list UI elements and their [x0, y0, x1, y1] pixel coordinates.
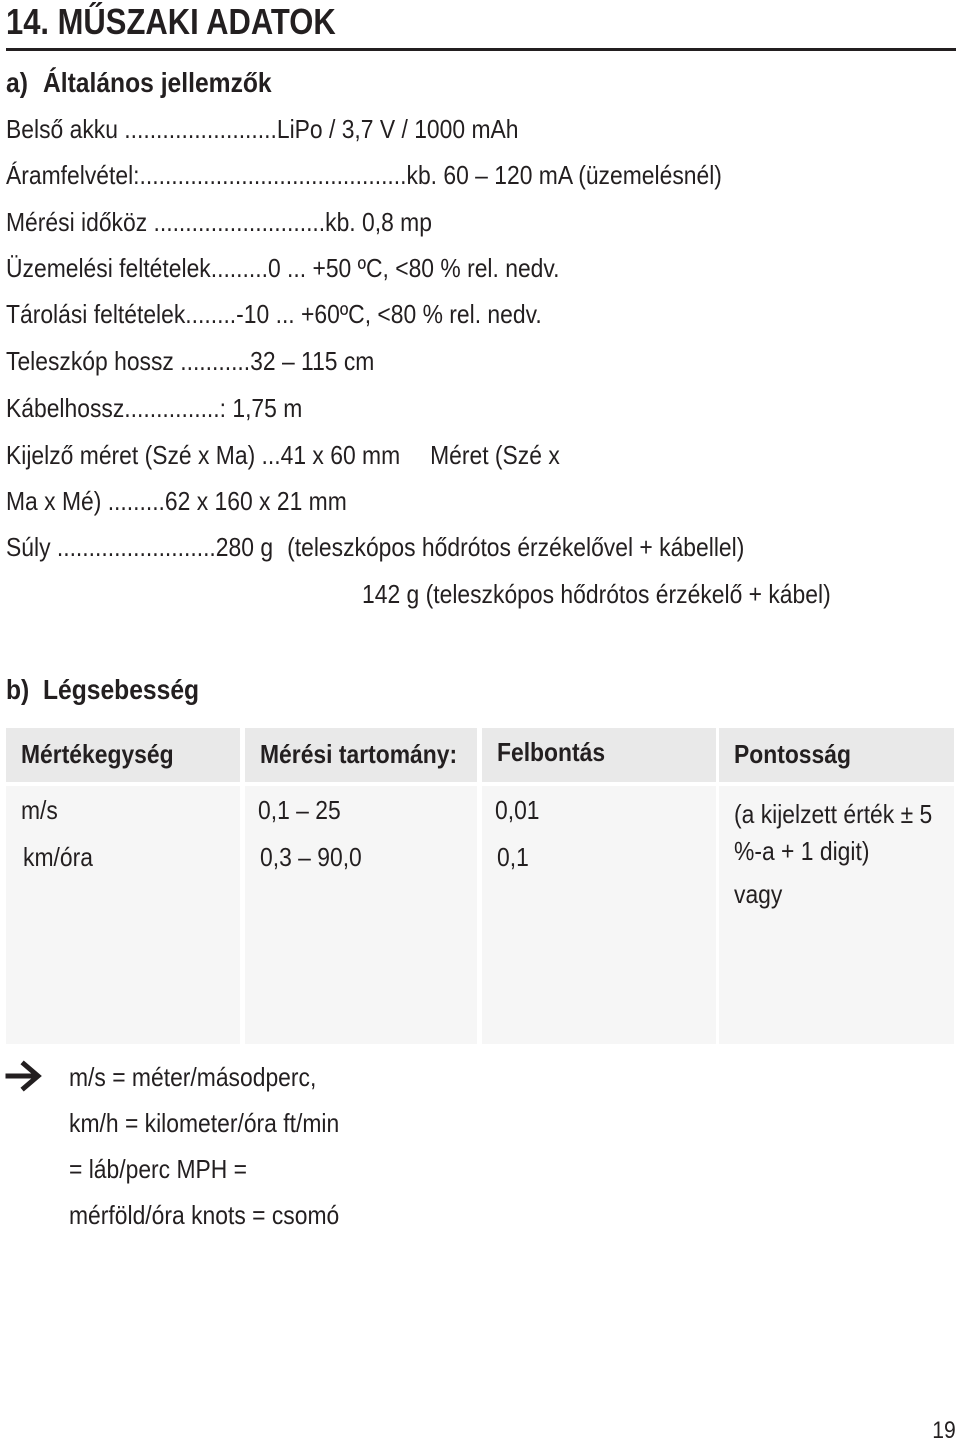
note-ms: m/s = méter/másodperc, [69, 1062, 317, 1092]
spec-weight-note: (teleszkópos hődrótos érzékelővel + kábellel) [287, 532, 745, 562]
arrow-right-icon [4, 1056, 44, 1096]
accuracy-text: (a kijelzett érték ± 5 %-a + 1 digit) [734, 799, 933, 866]
spec-current: Áramfelvétel:..........................................kb. 60 – 120 mA (üzemelésnél) [6, 160, 722, 190]
spec-cable: Kábelhossz...............: 1,75 m [6, 393, 303, 423]
unit-ms: m/s [21, 795, 58, 825]
table-header-range [245, 728, 477, 782]
spec-weight-value: Súly .........................280 g [6, 532, 274, 562]
header-resolution-label: Felbontás [497, 737, 606, 767]
section-a-title: Általános jellemzők [42, 67, 272, 98]
spec-interval: Mérési időköz ...........................kb. 0,8 mp [6, 207, 432, 237]
spec-display-size [6, 439, 560, 471]
note-ftmin: = láb/perc MPH = [69, 1154, 248, 1184]
table-cell-units [6, 786, 240, 1044]
table-header-accuracy [719, 728, 954, 782]
accuracy-or: vagy [734, 879, 783, 909]
spec-telescope: Teleszkóp hossz ...........32 – 115 cm [6, 346, 375, 376]
spec-weight-alt: 142 g (teleszkópos hődrótos érzékelő + kábel) [362, 579, 831, 609]
section-a-letter: a) [6, 67, 28, 98]
table-cell-resolutions [482, 786, 716, 1044]
note-mph: mérföld/óra knots = csomó [69, 1200, 340, 1230]
table-header-unit [6, 728, 240, 782]
header-range-label: Mérési tartomány: [260, 739, 458, 769]
resolution-kmh: 0,1 [497, 842, 529, 872]
section-b-letter: b) [6, 674, 30, 705]
table-cell-accuracy [719, 786, 954, 1044]
spec-storage: Tárolási feltételek........-10 ... +60ºC, <80 % rel. nedv. [6, 299, 542, 329]
header-accuracy-label: Pontosság [734, 739, 851, 769]
note-kmh: km/h = kilometer/óra ft/min [69, 1108, 340, 1138]
spec-battery: Belső akku ........................LiPo / 3,7 V / 1000 mAh [6, 114, 519, 144]
section-b-heading [6, 673, 199, 707]
range-kmh: 0,3 – 90,0 [260, 842, 362, 872]
header-unit-label: Mértékegység [21, 739, 174, 769]
range-ms: 0,1 – 25 [258, 795, 341, 825]
table-cell-ranges [245, 786, 477, 1044]
unit-kmh: km/óra [23, 842, 93, 872]
title-divider [6, 48, 956, 51]
table-header-resolution [482, 728, 716, 782]
spec-size: Ma x Mé) .........62 x 160 x 21 mm [6, 486, 347, 516]
spec-weight [6, 531, 744, 563]
airspeed-table [6, 728, 954, 1044]
spec-size-start: Méret (Szé x [430, 440, 560, 470]
page-title: 14. MŰSZAKI ADATOK [6, 1, 336, 42]
spec-operating: Üzemelési feltételek.........0 ... +50 ºC, <80 % rel. nedv. [6, 253, 560, 283]
section-b-title: Légsebesség [42, 674, 200, 705]
section-a-heading [6, 66, 272, 100]
page-number: 19 [932, 1417, 956, 1444]
resolution-ms: 0,01 [495, 795, 540, 825]
spec-display-text: Kijelző méret (Szé x Ma) ...41 x 60 mm [6, 440, 401, 470]
